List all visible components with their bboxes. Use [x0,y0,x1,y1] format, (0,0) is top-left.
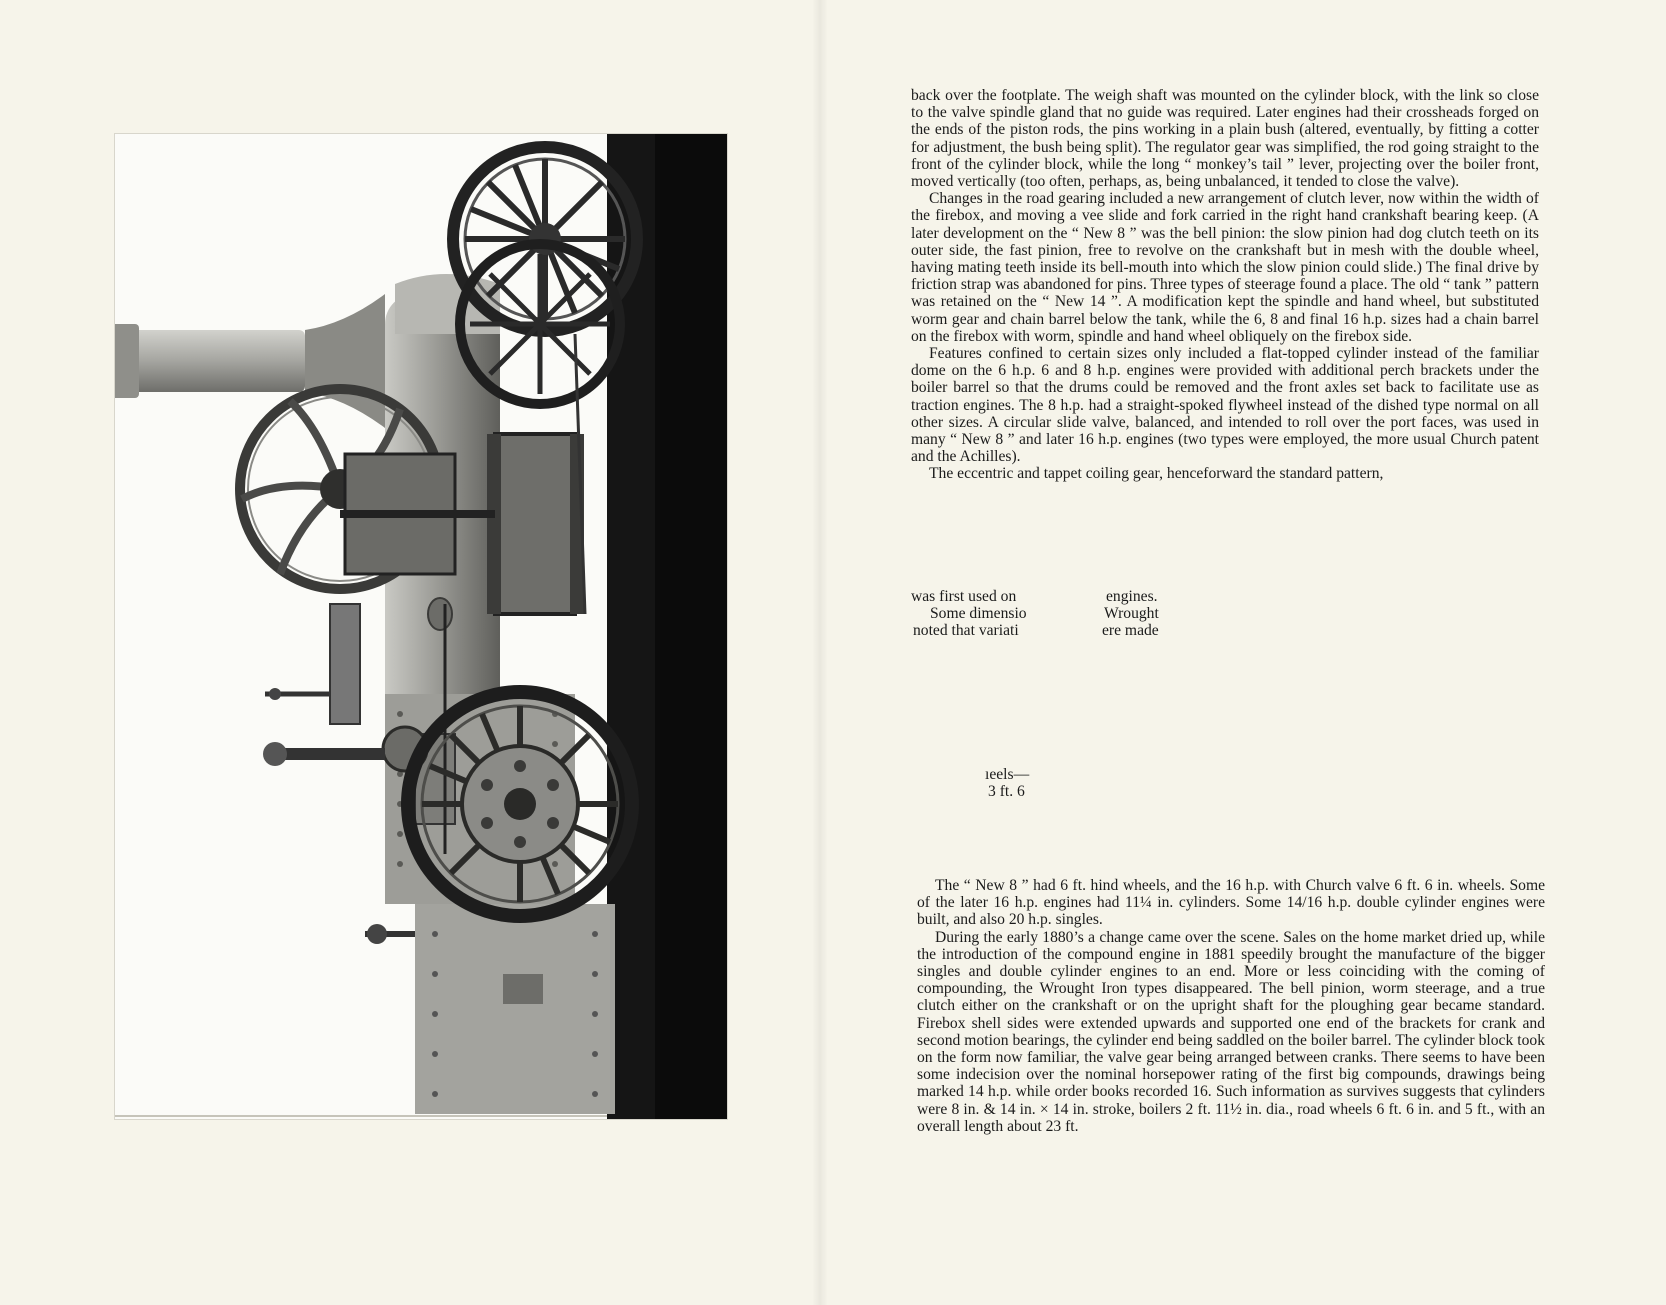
text-fragment: Wrought [1104,605,1159,622]
paragraph: During the early 1880’s a change came over the scene. Sales on the home market dried up, while the introduction of the compound engine in 1881 speedily brought the manufacture of the bigger singles and double cylinder engines to an end. More or less coinciding with the coming of compounding, the Wrought Iron types disappeared. The bell pinion, worm steerage, and a true clutch either on the crankshaft or on the upright shaft for the ploughing gear became standard. Firebox shell sides were extended upwards and supported one end of the brackets for crank and second motion bearings, the cylinder end being saddled on the boiler barrel. The cylinder block took on the form now familiar, the valve gear being arranged between cranks. There seems to have been some indecision over the nominal horsepower rating of the first big compounds, drawings being marked 14 h.p. while order books recorded 16. Such information as survives suggests that cylinders were 8 in. & 14 in. × 14 in. stroke, boilers 2 ft. 11½ in. dia., road wheels 6 ft. 6 in. and 5 ft., with an overall length about 23 ft. [917,928,1545,1135]
text-fragment: Some dimensio [930,605,1027,622]
steam-engine-illustration [115,134,727,1119]
body-text-bottom [917,877,1545,1135]
rear-wheel [408,692,632,916]
text-fragment: 3 ft. 6 [988,783,1025,800]
text-fragment: was first used on [911,588,1017,605]
winding-drum [487,334,585,614]
text-fragment: ere made [1102,622,1159,639]
paragraph: The “ New 8 ” had 6 ft. hind wheels, and the 16 h.p. with Church valve 6 ft. 6 in. wheels. Some of the later 16 h.p. engines had 11¼ in. cylinders. Some 14/16 h.p. double cylinder engines were built, and also 20 h.p. singles. [917,877,1545,929]
paragraph: Features confined to certain sizes only included a flat-topped cylinder instead of the familiar dome on the 6 h.p. 6 and 8 h.p. engines were provided with additional perch brackets under the boiler barrel so that the drums could be removed and the front axles set back to facilitate use as traction engines. The 8 h.p. had a straight-spoked flywheel instead of the dished type normal on all other sizes. A circular slide valve, balanced, and intended to roll over the port faces, was used in many “ New 8 ” and later 16 h.p. engines (two types were employed, the more usual Church patent and the Achilles). [911,345,1539,466]
firebox [365,904,615,1114]
paragraph: Changes in the road gearing included a new arrangement of clutch lever, now within the width of the firebox, and moving a vee slide and fork carried in the right hand crankshaft bearing keep. (A later development on the “ New 8 ” was the bell pinion: the slow pinion had dog clutch teeth on its outer side, the fast pinion, free to revolve on the crankshaft but in mesh with the double wheel, having mating teeth inside its bell-mouth into which the slow pinion could slide.) The final drive by friction strap was abandoned for pins. Three types of steerage found a place. The old “ tank ” pattern was retained on the “ New 14 ”. A modification kept the spindle and hand wheel, but substituted worm gear and chain barrel below the tank, while the 6, 8 and final 16 h.p. sizes had a chain barrel on the firebox with worm, spindle and hand wheel obliquely on the firebox side. [911,190,1539,345]
body-text-top [911,87,1539,483]
right-page [820,0,1666,1305]
paragraph: back over the footplate. The weigh shaft was mounted on the cylinder block, with the link so close to the valve spindle gland that no guide was required. Later engines had their crossheads forged on the ends of the piston rods, the pins working in a plain bush (altered, eventually, by fitting a cotter for adjustment, the bush being split). The regulator gear was simplified, the rod going straight to the front of the cylinder block, while the long “ monkey’s tail ” lever, projecting over the boiler front, moved vertically (too often, perhaps, as, being unbalanced, it tended to close the valve). [911,87,1539,191]
front-wheel [453,147,637,331]
text-fragment: noted that variati [913,622,1019,639]
engine-photograph [114,133,728,1120]
left-page [0,0,820,1305]
chimney [115,294,385,428]
paragraph: The eccentric and tappet coiling gear, henceforward the standard pattern, [929,465,1384,483]
front-wheel-rear [460,244,620,404]
text-fragment: engines. [1106,588,1158,605]
text-fragment: ıeels— [985,766,1030,783]
